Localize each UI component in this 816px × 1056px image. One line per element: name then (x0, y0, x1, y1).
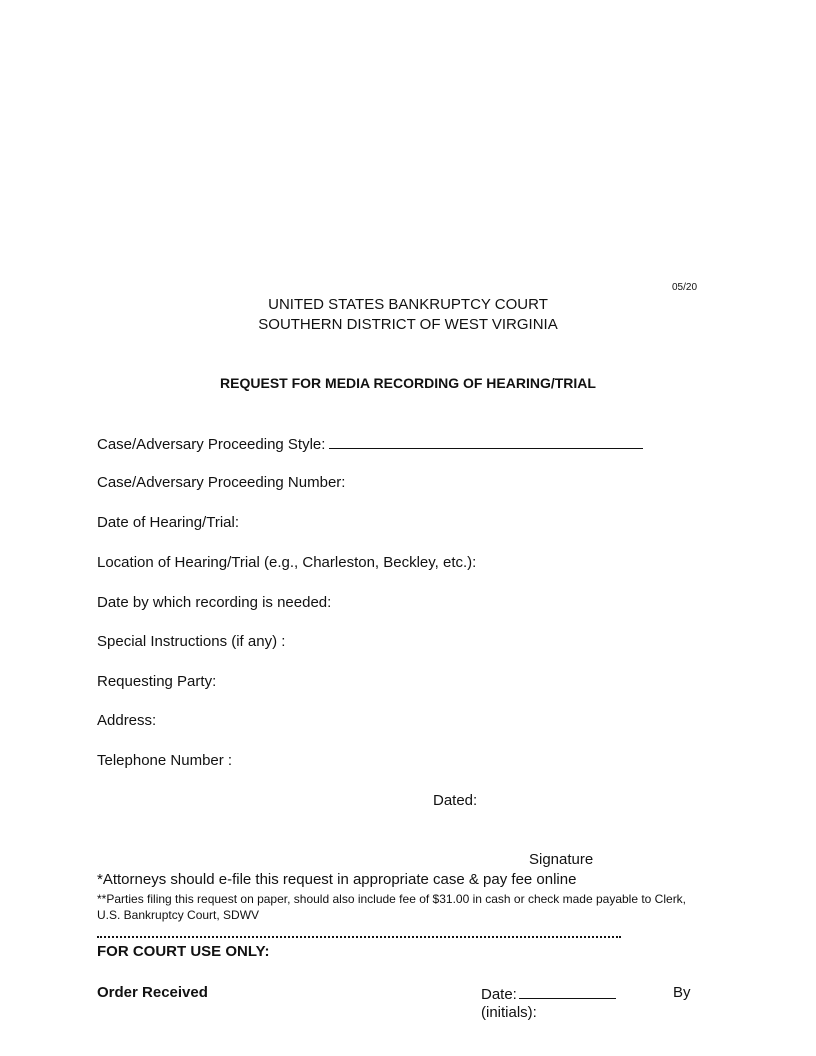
special-instructions-label: Special Instructions (if any) : (97, 633, 286, 650)
court-date-blank[interactable] (519, 984, 616, 999)
location-label: Location of Hearing/Trial (e.g., Charleston, Beckley, etc.): (97, 554, 477, 571)
attorneys-note: *Attorneys should e-file this request in appropriate case & pay fee online (97, 871, 577, 888)
order-received-label: Order Received (97, 984, 208, 1001)
paper-filing-note (97, 891, 697, 923)
court-date-label: Date: (481, 986, 517, 1003)
by-label: By (673, 984, 691, 1001)
form-code: 05/20 (672, 282, 698, 293)
dotted-divider (97, 932, 621, 938)
address-label: Address: (97, 712, 157, 729)
form-title: REQUEST FOR MEDIA RECORDING OF HEARING/TRIAL (220, 375, 596, 391)
court-name-line-2: SOUTHERN DISTRICT OF WEST VIRGINIA (258, 316, 558, 333)
paper-filing-note-text: **Parties filing this request on paper, should also include fee of $31.00 in cash or check made payable to Clerk, U.S. Bankruptcy Court, SDWV (97, 892, 687, 922)
requesting-party-label: Requesting Party: (97, 673, 217, 690)
telephone-label: Telephone Number : (97, 752, 233, 769)
hearing-date-label: Date of Hearing/Trial: (97, 514, 240, 531)
initials-label: (initials): (481, 1004, 537, 1021)
court-use-heading: FOR COURT USE ONLY: (97, 943, 270, 960)
case-number-label: Case/Adversary Proceeding Number: (97, 474, 346, 491)
dated-label: Dated: (433, 792, 478, 809)
court-date-field (481, 984, 616, 1003)
court-name-line-1: UNITED STATES BANKRUPTCY COURT (268, 296, 548, 313)
case-style-field (97, 434, 643, 453)
case-style-blank[interactable] (329, 434, 643, 449)
case-style-label: Case/Adversary Proceeding Style: (97, 436, 326, 453)
needed-by-label: Date by which recording is needed: (97, 594, 332, 611)
signature-label: Signature (529, 851, 594, 868)
